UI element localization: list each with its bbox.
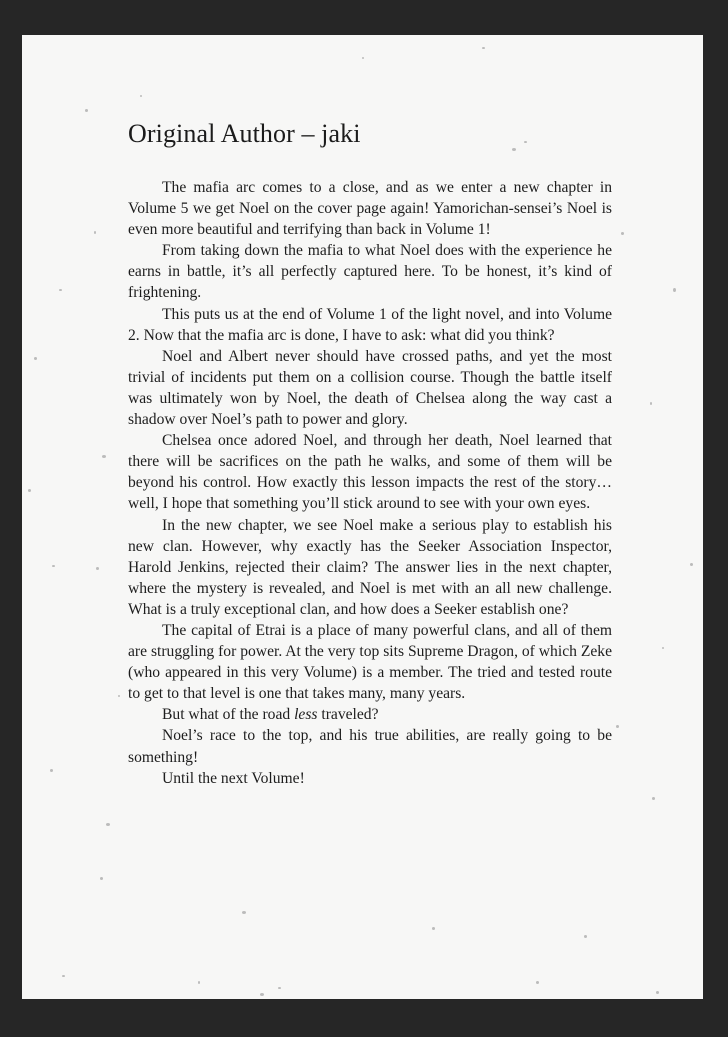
paper-speck [106,823,110,826]
road-line-emphasis: less [294,706,318,724]
paragraph-road [128,704,612,725]
paper-speck [524,141,527,143]
paper-speck [102,455,106,458]
paper-speck [536,981,539,984]
paper-speck [52,565,55,567]
paragraph: The capital of Etrai is a place of many powerful clans, and all of them are struggling for power. At the very top sits Supreme Dragon, of which Zeke (who appeared in this very Volume) is a member. The tried and tested route to get to that level is one that takes many, many years. [128,621,612,703]
page-title: Original Author – jaki [128,119,361,148]
paper-speck [662,647,664,649]
paragraph: Chelsea once adored Noel, and through her death, Noel learned that there will be sacrifices on the path he walks, and some of them will be beyond his control. How exactly this lesson impacts the rest of the story…well, I hope that something you’ll stick around to see with your own eyes. [128,432,612,513]
paragraph: In the new chapter, we see Noel make a serious play to establish his new clan. However, why exactly has the Seeker Association Inspector, Harold Jenkins, rejected their claim? The answer lies in the next chapter, where the mystery is revealed, and Noel is met with an all new challenge. What is a truly exceptional clan, and how does a Seeker establish one? [128,516,612,618]
afterword-body [128,177,612,789]
paper-speck [278,987,281,989]
paper-speck [34,357,37,360]
paragraph: This puts us at the end of Volume 1 of the light novel, and into Volume 2. Now that the mafia arc is done, I have to ask: what did you think? [128,305,612,344]
paragraph: From taking down the mafia to what Noel does with the experience he earns in battle, it’s all perfectly captured here. To be honest, it’s kind of frightening. [128,242,612,302]
paper-speck [260,993,264,996]
paper-speck [242,911,246,914]
paper-speck [432,927,435,930]
paper-speck [118,695,120,697]
paper-speck [62,975,65,977]
paper-speck [59,289,62,291]
paper-speck [482,47,485,49]
paragraph-closing: Until the next Volume! [162,769,305,787]
paper-speck [100,877,103,880]
paper-speck [94,231,96,234]
paper-sheet [22,35,703,999]
paragraph: Noel’s race to the top, and his true abilities, are really going to be something! [128,727,612,766]
road-line-before: But what of the road [162,706,295,724]
paper-speck [512,148,516,151]
paper-speck [140,95,142,97]
paper-speck [198,981,200,984]
paper-speck [650,402,652,405]
paper-speck [584,935,587,938]
paragraph: The mafia arc comes to a close, and as we enter a new chapter in Volume 5 we get Noel on the cover page again! Yamorichan-sensei’s Noel is even more beautiful and terrifying than back in Volume 1! [128,179,612,239]
road-line-after: traveled? [317,706,379,724]
paper-speck [652,797,655,800]
paper-speck [616,725,619,728]
paper-speck [50,769,53,772]
paper-speck [673,288,676,292]
paper-speck [362,57,364,59]
paper-speck [656,991,659,994]
paper-speck [85,109,88,112]
paper-speck [690,563,693,566]
paragraph: Noel and Albert never should have crossed paths, and yet the most trivial of incidents put them on a collision course. Though the battle itself was ultimately won by Noel, the death of Chelsea along the way cast a shadow over Noel’s path to power and glory. [128,347,612,429]
paper-speck [28,489,31,492]
paper-speck [96,567,99,570]
paper-speck [621,232,624,235]
